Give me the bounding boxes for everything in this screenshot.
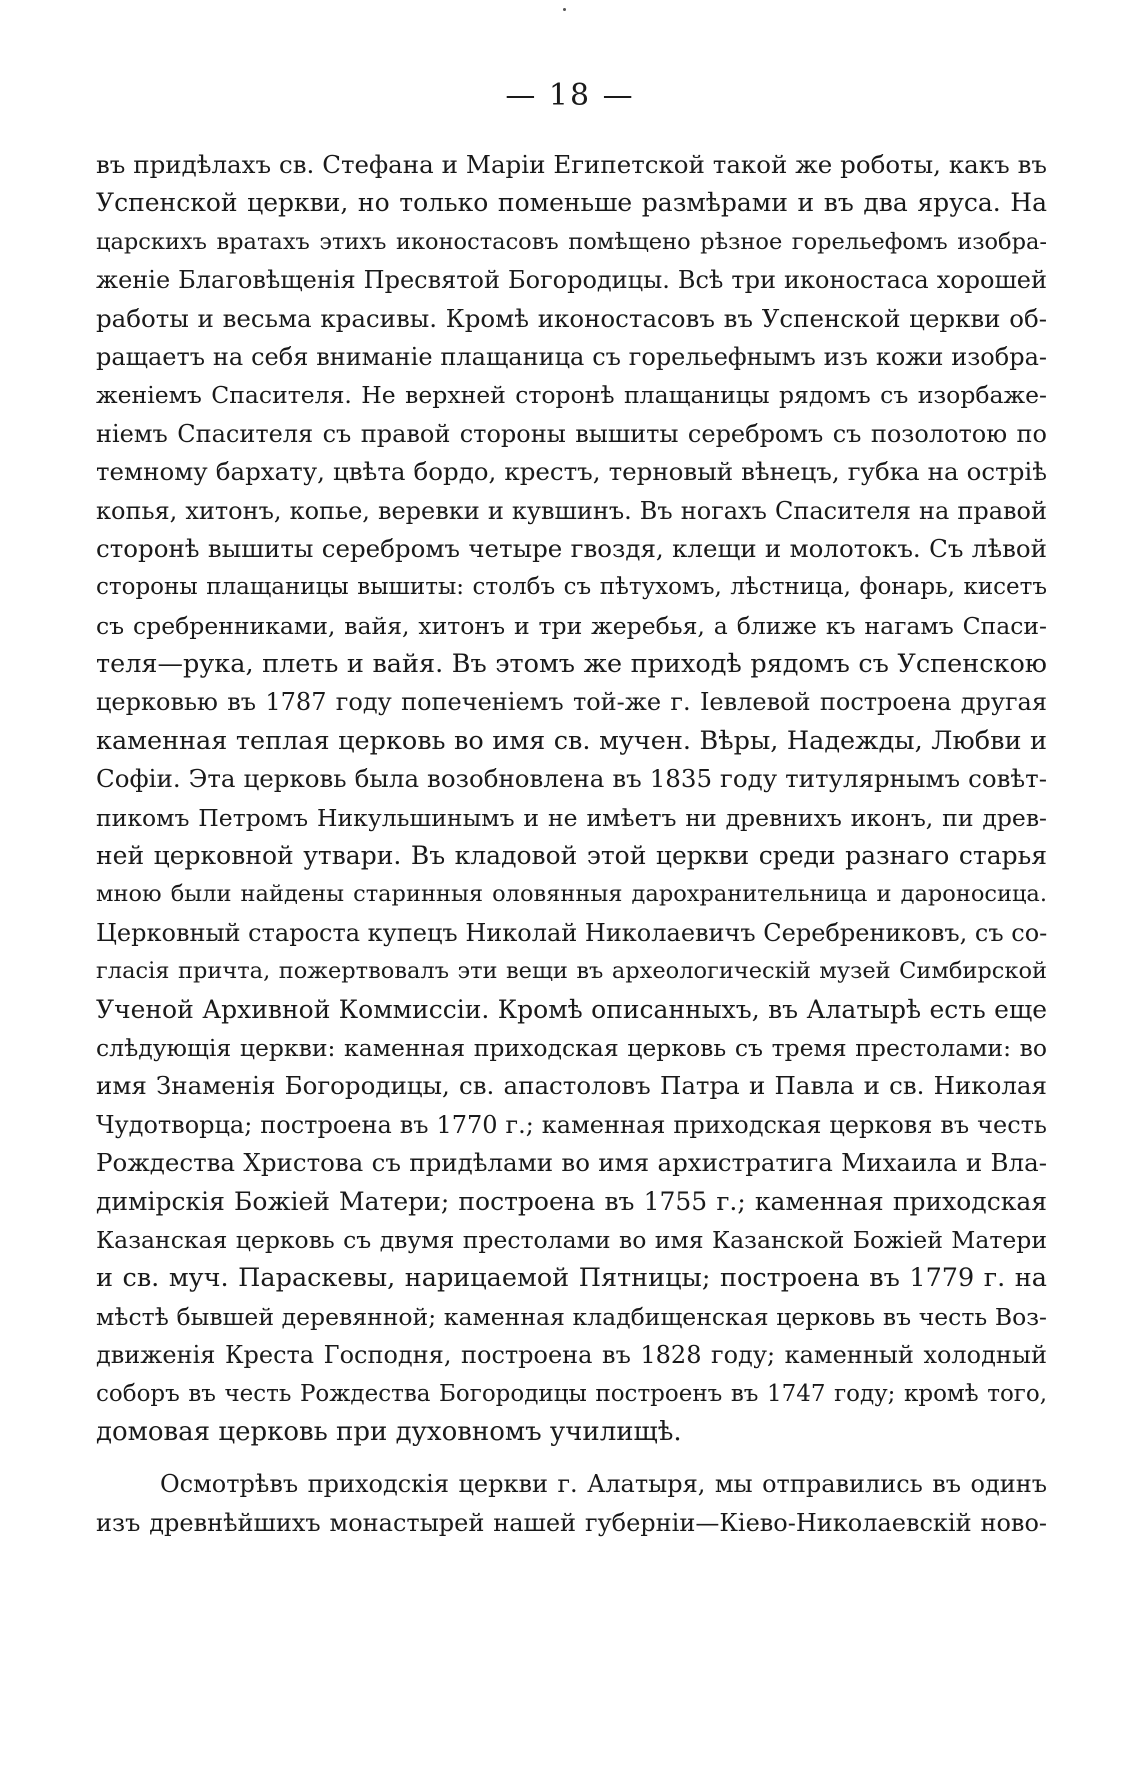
text-line: имя Знаменія Богородицы, св. апастоловъ Патра и Павла и св. Николая — [96, 1071, 1047, 1101]
paper-speck — [563, 8, 566, 11]
text-line: пикомъ Петромъ Никульшинымъ и не имѣетъ ни древнихъ иконъ, пи древ- — [96, 803, 1047, 832]
text-line: Церковный староста купецъ Николай Николаевичъ Серебрениковъ, съ со- — [96, 918, 1047, 947]
text-line: каменная теплая церковь во имя св. мучен. Вѣры, Надежды, Любви и — [96, 725, 1047, 756]
text-line: Казанская церковь съ двумя престолами во имя Казанской Божіей Матери — [96, 1225, 1047, 1254]
text-line: стороны плащаницы вышиты: столбъ съ пѣтухомъ, лѣстница, фонарь, кисетъ — [96, 574, 1047, 601]
text-line: темному бархату, цвѣта бордо, крестъ, терновый вѣнецъ, губка на острiѣ — [96, 457, 1047, 487]
text-line: въ придѣлахъ св. Стефана и Маріи Египетской такой же роботы, какъ въ — [96, 150, 1047, 179]
text-line: изъ древнѣйшихъ монастырей нашей губерніи—Кіево-Николаевскій ново- — [96, 1508, 1047, 1537]
text-line: сторонѣ вышиты серебромъ четыре гвоздя, клещи и молотокъ. Съ лѣвой — [96, 533, 1047, 563]
text-line: Осмотрѣвъ приходскія церкви г. Алатыря, мы отправились въ одинъ — [160, 1470, 1047, 1499]
text-line: ращаетъ на себя вниманіе плащаница съ горельефнымъ изъ кожи изобра- — [96, 342, 1047, 371]
text-line: Успенской церкви, но только поменьше размѣрами и въ два яруса. На — [96, 188, 1047, 218]
text-line: Софіи. Эта церковь была возобновлена въ 1835 году титулярнымъ совѣт- — [96, 764, 1047, 794]
text-line: ніемъ Спасителя съ правой стороны вышиты серебромъ съ позолотою по — [96, 419, 1047, 448]
text-line: церковью въ 1787 году попеченіемъ той-же г. Іевлевой построена другая — [96, 688, 1047, 717]
page-number: — 18 — — [505, 78, 635, 113]
text-line: мѣстѣ бывшей деревянной; каменная кладбищенская церковь въ честь Воз- — [96, 1302, 1047, 1331]
text-line: и св. муч. Параскевы, нарицаемой Пятницы; построена въ 1779 г. на — [96, 1263, 1047, 1294]
paragraph-2 — [96, 1465, 1047, 1542]
body-text — [96, 146, 1047, 1542]
text-line: гласія причта, пожертвовалъ эти вещи въ археологическій музей Симбирской — [96, 958, 1047, 985]
text-line: ней церковной утвари. Въ кладовой этой церкви среди разнаго старья — [96, 841, 1047, 871]
text-line: слѣдующія церкви: каменная приходская церковь съ тремя престолами: во — [96, 1033, 1047, 1062]
text-line: работы и весьма красивы. Кромѣ иконостасовъ въ Успенской церкви об- — [96, 303, 1047, 333]
text-line: копья, хитонъ, копье, веревки и кувшинъ. Въ ногахъ Спасителя на правой — [96, 496, 1047, 525]
text-line: Чудотворца; построена въ 1770 г.; каменная приходская церковя въ честь — [96, 1110, 1047, 1139]
text-line: движенія Креста Господня, построена въ 1828 году; каменный холодный — [96, 1341, 1047, 1370]
text-line: съ сребренниками, вайя, хитонъ и три жеребья, а ближе къ нагамъ Спаси- — [96, 611, 1047, 640]
text-line: женіе Благовѣщенія Пресвятой Богородицы. Всѣ три иконостаса хорошей — [96, 266, 1047, 295]
text-line: мною были найдены старинныя оловянныя дарохранительница и дароносица. — [96, 881, 1047, 908]
text-line: теля—рука, плеть и вайя. Въ этомъ же приходѣ рядомъ съ Успенскою — [96, 649, 1047, 680]
text-line: соборъ въ честь Рождества Богородицы построенъ въ 1747 году; кромѣ того, — [96, 1380, 1047, 1407]
paragraph-1 — [96, 146, 1047, 1451]
text-line: Ученой Архивной Коммиссіи. Кромѣ описанныхъ, въ Алатырѣ есть еще — [96, 994, 1047, 1024]
text-line: димірскія Божіей Матери; построена въ 1755 г.; каменная приходская — [96, 1186, 1047, 1216]
text-line: женіемъ Спасителя. Не верхней сторонѣ плащаницы рядомъ съ изорбаже- — [96, 381, 1047, 410]
text-line: царскихъ вратахъ этихъ иконостасовъ помѣщено рѣзное горельефомъ изобра- — [96, 228, 1047, 255]
text-line: Рождества Христова съ придѣлами во имя архистратига Михаила и Вла- — [96, 1148, 1047, 1178]
text-line: домовая церковь при духовномъ училищѣ. — [96, 1416, 682, 1447]
